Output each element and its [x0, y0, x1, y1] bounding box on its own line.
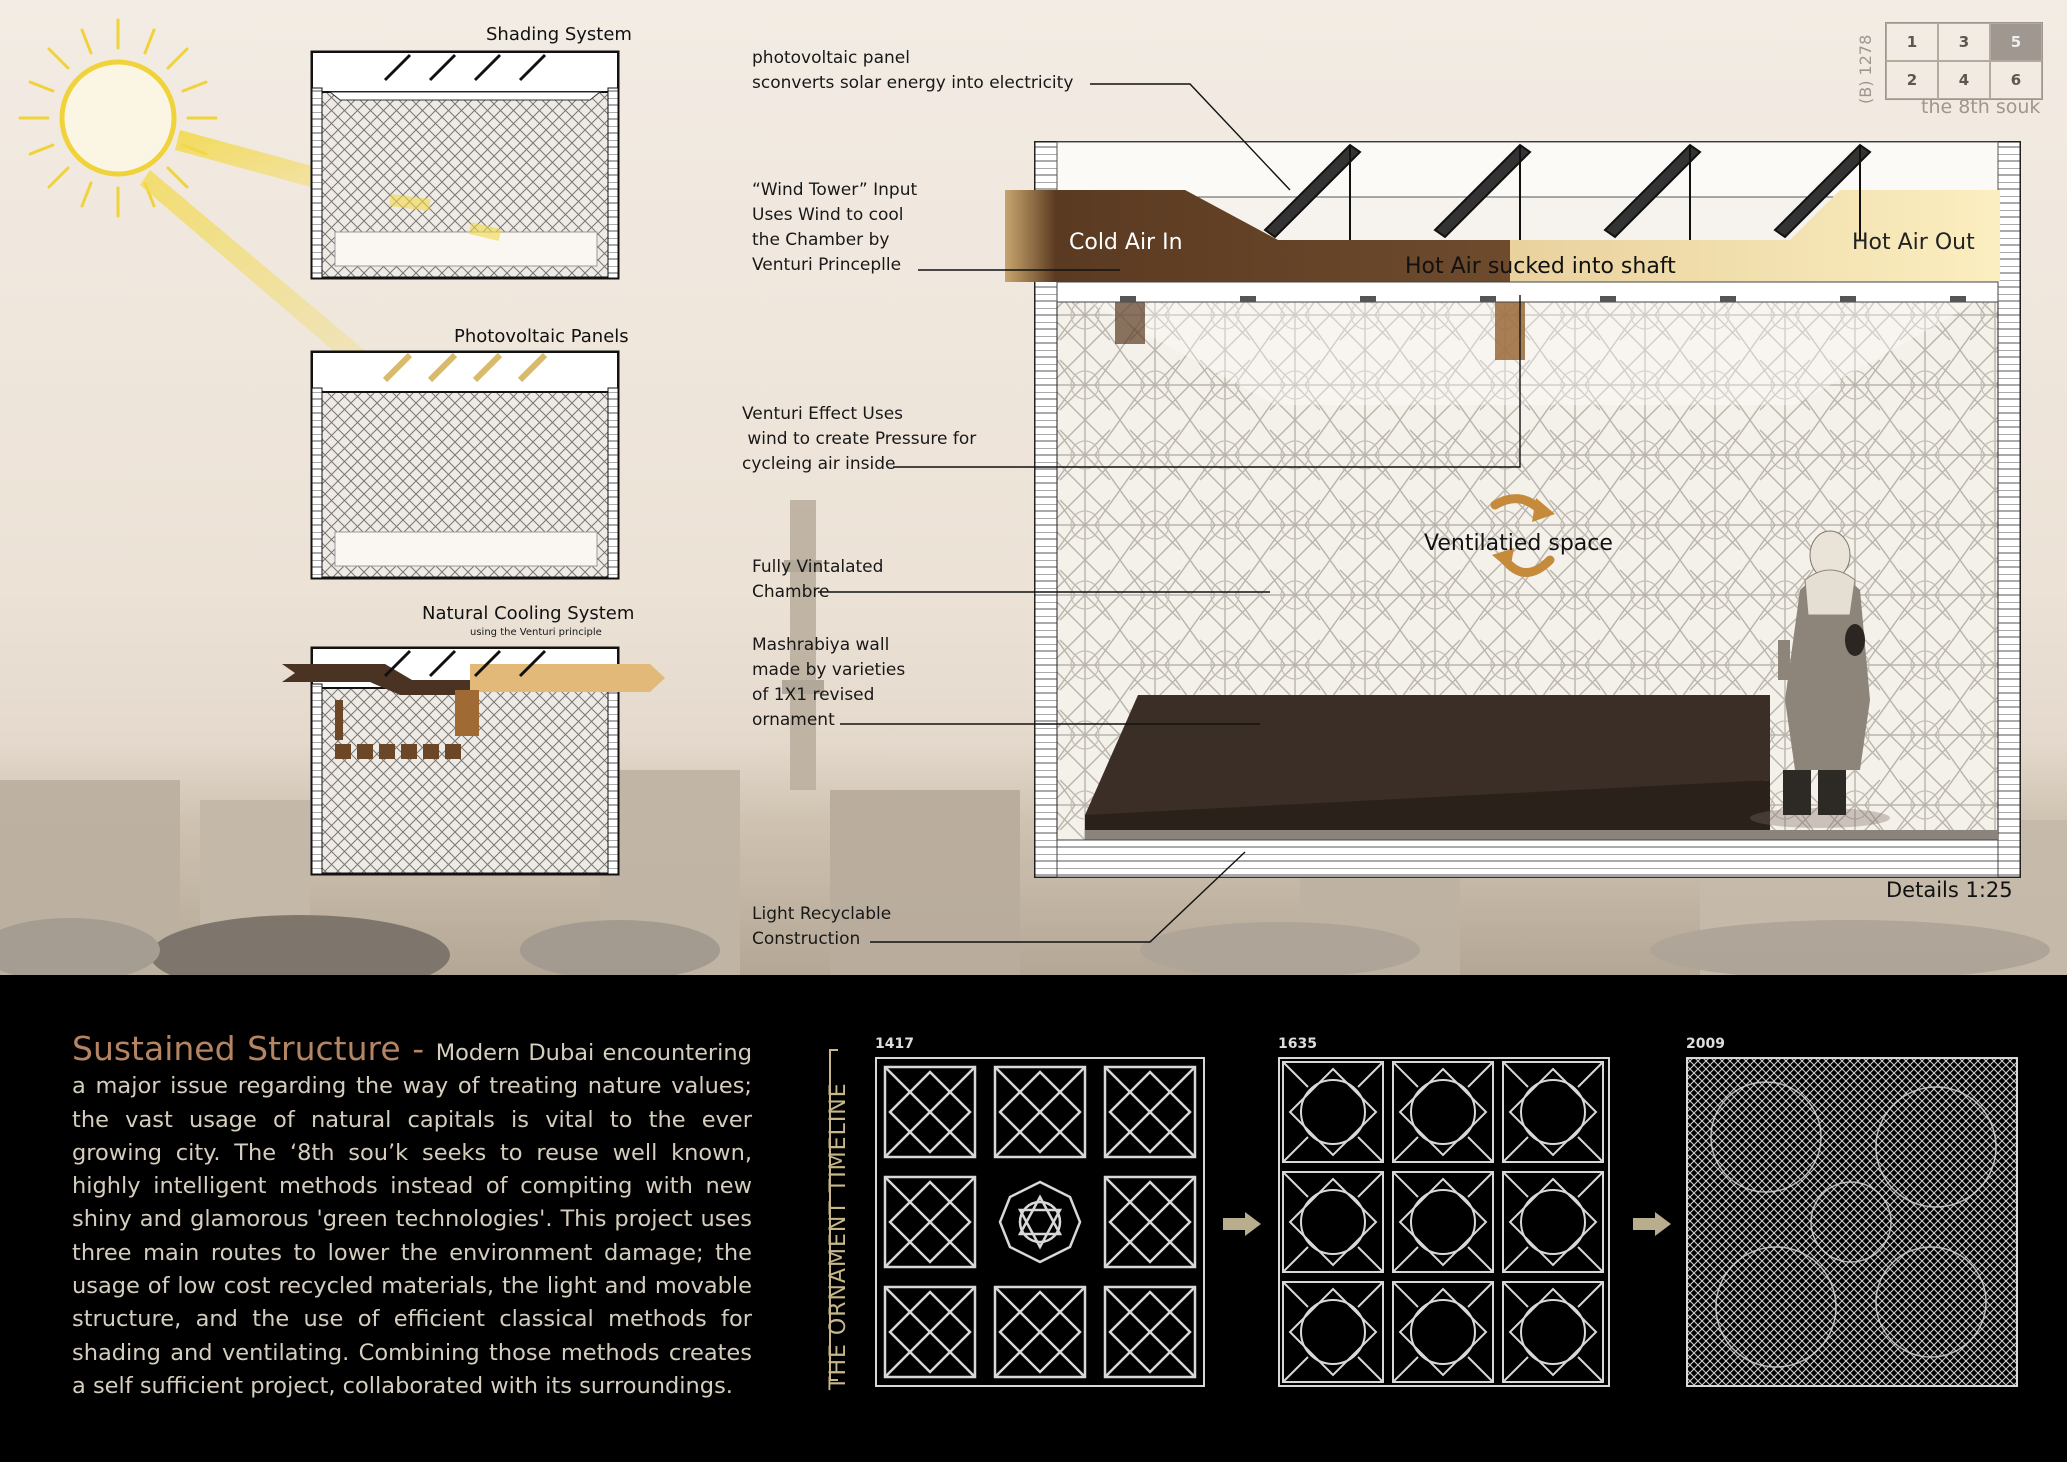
sheet-cell-4: 4	[1938, 61, 1990, 99]
annotation-mashrabiya-line3: of 1X1 revised	[752, 685, 875, 705]
annotation-mashrabiya-line1: Mashrabiya wall	[752, 635, 890, 655]
ceiling-beam	[1057, 282, 1998, 302]
annotation-wind-tower	[752, 178, 917, 278]
sheet-cell-5-active: 5	[1990, 23, 2042, 61]
hot-air-out-label: Hot Air Out	[1852, 230, 1975, 255]
panel-year-1635: 1635	[1278, 1036, 1317, 1052]
annotation-wind-line4: Venturi Princeplle	[752, 255, 902, 275]
annotation-venturi-line3: cycleing air inside	[742, 454, 896, 474]
annotation-chamber-line1: Fully Vintalated	[752, 557, 884, 577]
annotation-construction-line1: Light Recyclable	[752, 904, 892, 924]
essay-text	[72, 1029, 752, 1403]
natural-cooling-title: Natural Cooling System	[422, 603, 635, 624]
annotation-venturi	[742, 402, 976, 477]
annotation-chamber	[752, 555, 883, 605]
annotation-wind-line3: the Chamber by	[752, 230, 890, 250]
sheet-cell-2: 2	[1886, 61, 1938, 99]
annotation-chamber-line2: Chambre	[752, 582, 830, 602]
timeline-arrow-icon-1	[1223, 1212, 1263, 1236]
right-wall-column	[1998, 142, 2020, 877]
panel-year-1417: 1417	[875, 1036, 914, 1052]
ornament-timeline-title: THE ORNAMENT TIMELINE	[826, 1082, 851, 1390]
essay-heading: Sustained Structure -	[72, 1029, 436, 1068]
annotation-mashrabiya-line2: made by varieties	[752, 660, 906, 680]
natural-cooling-section	[282, 648, 665, 874]
annotation-venturi-line2: wind to create Pressure for	[742, 429, 977, 449]
scale-note: Details 1:25	[1886, 878, 2013, 902]
sun-icon	[20, 20, 216, 216]
sheet-cell-1: 1	[1886, 23, 1938, 61]
ornament-panel-1635	[1278, 1057, 1610, 1387]
annotation-construction-line2: Construction	[752, 929, 861, 949]
project-name: the 8th souk	[1921, 96, 2041, 118]
sheet-index-label: (B) 1278	[1856, 34, 1875, 104]
annotation-wind-line2: Uses Wind to cool	[752, 205, 904, 225]
ornament-panel-2009	[1686, 1057, 2018, 1387]
ventilated-space-label: Ventilatied space	[1424, 531, 1613, 556]
panel-year-2009: 2009	[1686, 1036, 1725, 1052]
natural-cooling-subtitle: using the Venturi principle	[470, 627, 602, 638]
shading-system-section	[312, 52, 618, 278]
cold-air-label: Cold Air In	[1069, 230, 1183, 255]
shading-system-title: Shading System	[486, 24, 632, 45]
annotation-wind-line1: “Wind Tower” Input	[752, 180, 918, 200]
annotation-pv-line2: sconverts solar energy into electricity	[752, 73, 1074, 93]
sheet-cell-6: 6	[1990, 61, 2042, 99]
annotation-pv	[752, 46, 1073, 96]
annotation-construction	[752, 902, 891, 952]
sheet-cell-3: 3	[1938, 23, 1990, 61]
photovoltaic-panels-section	[312, 352, 618, 578]
base-structure	[1057, 840, 1998, 877]
photovoltaic-panels-title: Photovoltaic Panels	[454, 326, 629, 347]
annotation-venturi-line1: Venturi Effect Uses	[742, 404, 904, 424]
timeline-bracket	[810, 1040, 850, 1390]
annotation-mashrabiya	[752, 633, 905, 733]
annotation-mashrabiya-line4: ornament	[752, 710, 835, 730]
timeline-arrow-icon-2	[1633, 1212, 1673, 1236]
annotation-pv-line1: photovoltaic panel	[752, 48, 910, 68]
hot-air-shaft-label: Hot Air sucked into shaft	[1405, 254, 1676, 279]
essay-body: Modern Dubai encountering a major issue regarding the way of treating nature values; the vast usage of natural capitals is vital to the ever growing city. The ‘8th sou’k seeks to reuse well known, highly intelligent methods instead of compiting with new shiny and glamorous 'green technologies'. This project uses three main routes to lower the environment damage; the usage of low cost recycled materials, the light and movable structure, and the use of efficient classical methods for shading and ventilating. Combining those methods creates a self sufficient project, collaborated with its surroundings.	[72, 1040, 752, 1399]
ornament-panel-1417	[875, 1057, 1205, 1387]
